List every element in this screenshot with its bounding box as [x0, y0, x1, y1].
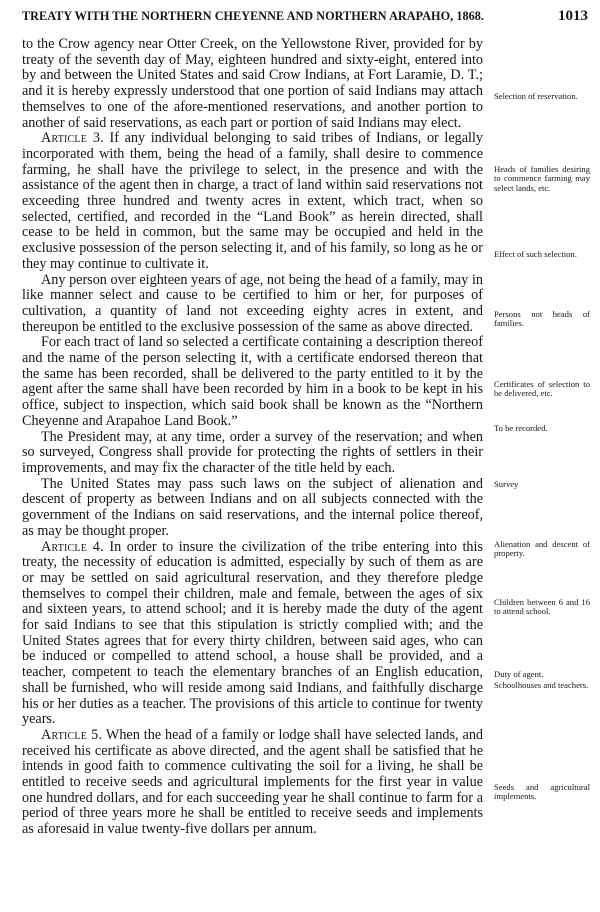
paragraph-survey: The President may, at any time, order a survey of the reservation; and when so surveyed, Congress shall provide for protecting the rights of settlers in their improvements, and may fix the character of the title held by each.	[22, 428, 483, 476]
margin-note-survey: Survey	[494, 479, 519, 489]
paragraph-alienation: The United States may pass such laws on the subject of alienation and descent of property as between Indians and on all subjects connected with the government of the Indians on said reservations, and the internal police thereof, as may be thought proper.	[22, 475, 483, 539]
page-number: 1013	[558, 8, 588, 24]
article-4-label: Article 4.	[41, 538, 104, 555]
paragraph-article-4: Article 4. In order to insure the civilization of the tribe entering into this treaty, the necessity of education is admitted, especially by such of them as are or may be settled on said agricultural reservation, and they therefore pledge themselves to compel their children, male and female, between the ages of six and sixteen years, to attend school; and it is hereby made the duty of the agent for said Indians to see that this stipulation is strictly complied with; and the United States agrees that for every thirty children, between said ages, who can be induced or compelled to attend school, a house shall be provided, and a teacher, competent to teach the elementary branches of an English education, shall be furnished, who will reside among said Indians, and faithfully discharge his or her duties as a teacher. The provisions of this article to continue for twenty years.	[22, 538, 483, 728]
margin-note-alienation: Alienation and descent of property.	[494, 539, 590, 559]
margin-note-duty-of-agent: Duty of agent.	[494, 669, 544, 679]
paragraph-continuation: to the Crow agency near Otter Creek, on the Yellowstone River, provided for by treaty of the seventh day of May, eighteen hundred and sixty-eight, entered into by and between the United States and said Crow Indians, at Fort Laramie, D. T.; and it is hereby expressly understood that one portion of said Indians may attach themselves to one of the afore-mentioned reservations, and another portion to another of said reservations, as each part or portion of said Indians may elect.	[22, 36, 483, 131]
treaty-text-column	[22, 37, 483, 838]
running-header	[22, 8, 588, 30]
paragraph-article-5: Article 5. When the head of a family or lodge shall have selected lands, and received his certificate as above directed, and the agent shall be satisfied that he intends in good faith to commence cultivating the soil for a living, he shall be entitled to receive seeds and agricultural implements for the first year in value one hundred dollars, and for each succeeding year he shall continue to farm for a period of three years more he shall be entitled to receive seeds and implements as aforesaid in value twenty-five dollars per annum.	[22, 726, 484, 838]
paragraph-persons-not-heads: Any person over eighteen years of age, not being the head of a family, may in like manner select and cause to be certified to him or her, for purposes of cultivation, a quantity of land not exceeding eighty acres in extent, and thereupon be entitled to the exclusive possession of the same as above directed.	[22, 271, 483, 335]
margin-note-schoolhouses: Schoolhouses and teachers.	[494, 680, 589, 690]
paragraph-article-3: Article 3. If any individual belonging to said tribes of Indians, or legally incorporated with them, being the head of a family, shall desire to commence farming, he shall have the privilege to select, in the presence and with the assistance of the agent then in charge, a tract of land within said reservations not exceeding three hundred and twenty acres in extent, which tract, when so selected, certified, and recorded in the “Land Book” as herein directed, shall cease to be held in common, but the same may be occupied and held in the exclusive possession of the person selecting it, and of his family, so long as he or they may continue to cultivate it.	[22, 130, 484, 272]
margin-note-to-be-recorded: To be recorded.	[494, 423, 548, 433]
margin-note-seeds-implements: Seeds and agricultural implements.	[494, 782, 590, 802]
margin-note-children-school: Children between 6 and 16 to attend school.	[494, 597, 590, 617]
margin-note-selection-of-reservation: Selection of reservation.	[494, 91, 578, 101]
margin-note-persons-not-heads: Persons not heads of families.	[494, 309, 590, 329]
margin-note-heads-of-families: Heads of families desiring to commence farming may select lands, etc.	[494, 164, 590, 193]
margin-note-effect-of-selection: Effect of such selection.	[494, 249, 577, 259]
paragraph-certificates: For each tract of land so selected a certificate containing a description thereof and the name of the person selecting it, with a certificate endorsed thereon that the same has been recorded, shall be delivered to the party entitled to it by the agent after the same shall have been recorded by him in a book to be kept in his office, subject to inspection, which said book shall be known as the “Northern Cheyenne and Arapahoe Land Book.”	[22, 334, 483, 429]
running-title: TREATY WITH THE NORTHERN CHEYENNE AND NORTHERN ARAPAHO, 1868.	[22, 9, 484, 23]
article-3-label: Article 3.	[41, 130, 104, 147]
article-5-label: Article 5.	[41, 726, 103, 743]
margin-note-certificates: Certificates of selection to be delivered, etc.	[494, 379, 590, 399]
